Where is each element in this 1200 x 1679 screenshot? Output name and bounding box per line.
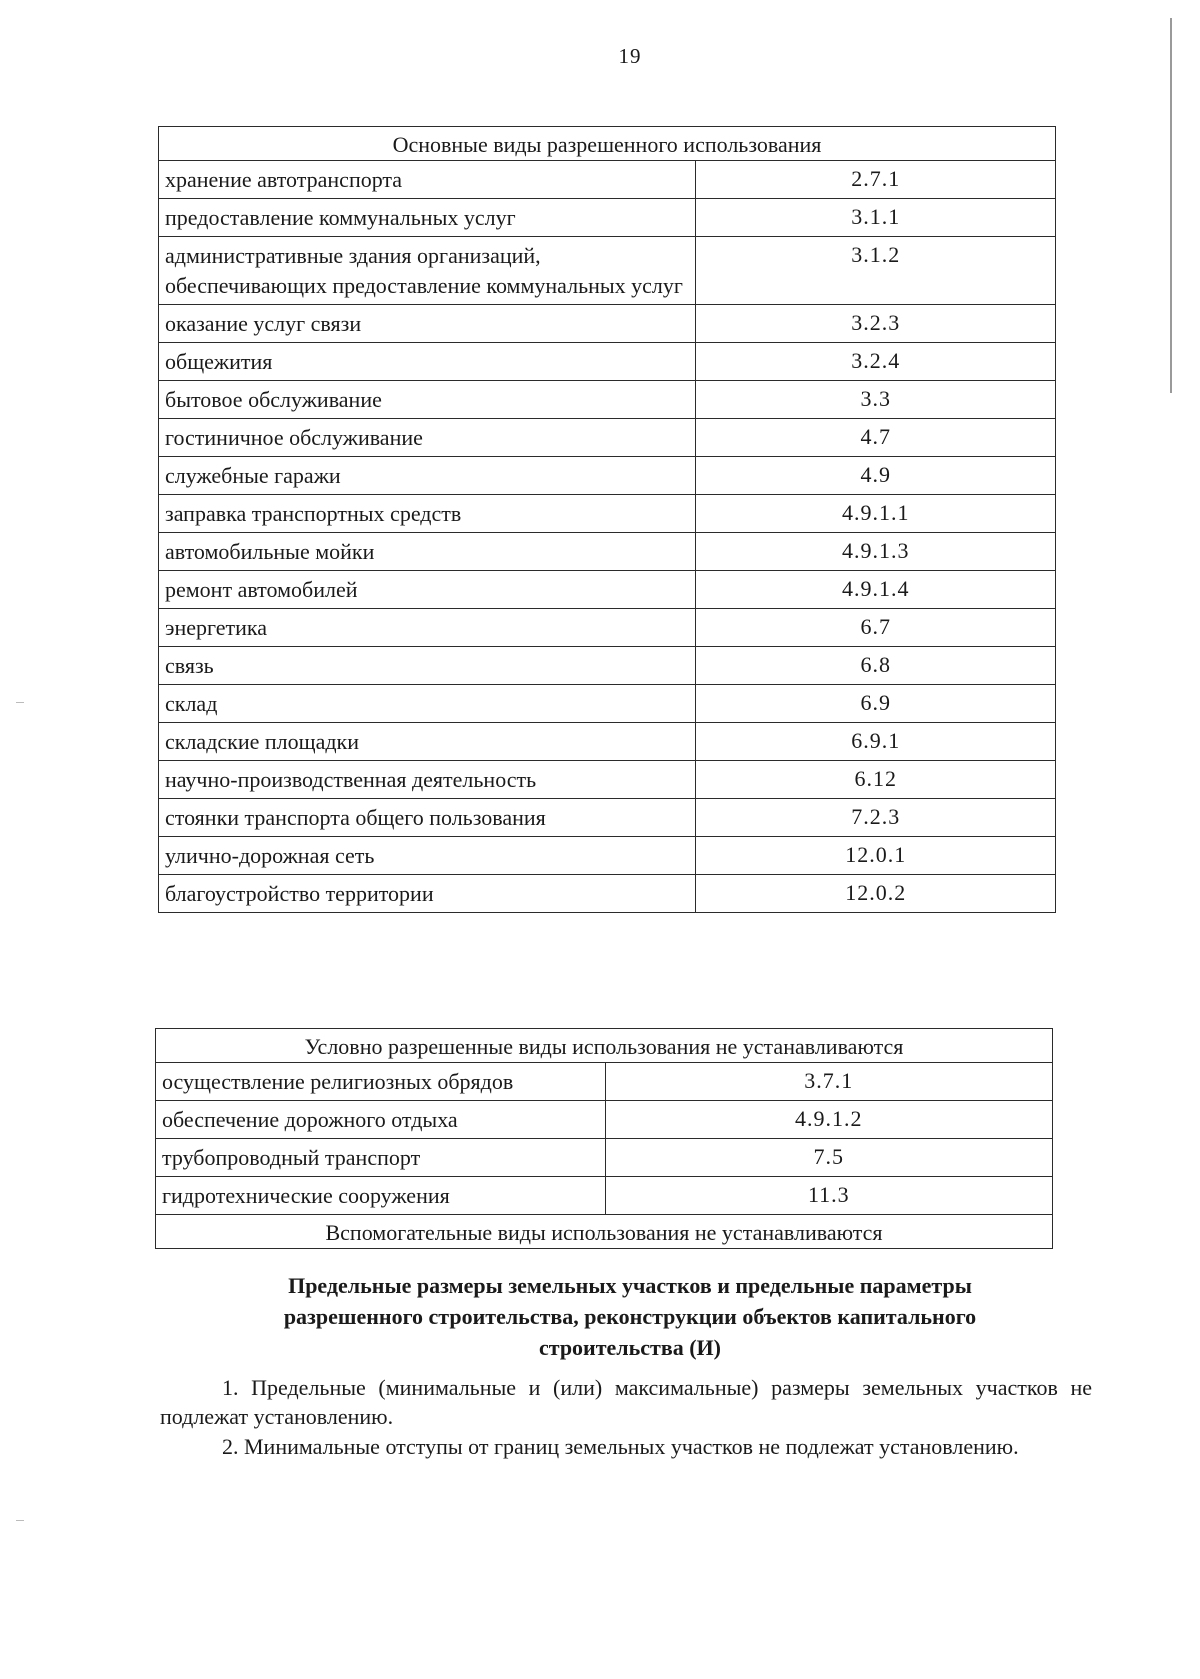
table-row <box>159 305 1056 343</box>
use-name-cell: склад <box>159 685 696 723</box>
use-name-cell: оказание услуг связи <box>159 305 696 343</box>
table-header-row <box>156 1029 1053 1063</box>
use-name-cell: общежития <box>159 343 696 381</box>
table-footer-row <box>156 1215 1053 1249</box>
section-title-line: разрешенного строительства, реконструкции объектов капитального <box>283 1304 977 1329</box>
use-name-cell: гидротехнические сооружения <box>156 1177 606 1215</box>
use-code-cell: 7.2.3 <box>696 799 1056 837</box>
use-name-cell: энергетика <box>159 609 696 647</box>
table-row <box>159 419 1056 457</box>
use-name-cell: административные здания организаций, обеспечивающих предоставление коммунальных услуг <box>159 237 696 305</box>
table-row <box>159 237 1056 305</box>
use-name-cell: улично-дорожная сеть <box>159 837 696 875</box>
table-row <box>159 495 1056 533</box>
table-row <box>159 875 1056 913</box>
use-code-cell: 3.1.1 <box>696 199 1056 237</box>
use-name-cell: трубопроводный транспорт <box>156 1139 606 1177</box>
section-title <box>190 1270 1070 1363</box>
use-code-cell: 11.3 <box>605 1177 1052 1215</box>
use-name-cell: складские площадки <box>159 723 696 761</box>
use-name-cell: хранение автотранспорта <box>159 161 696 199</box>
use-code-cell: 4.9.1.2 <box>605 1101 1052 1139</box>
use-code-cell: 2.7.1 <box>696 161 1056 199</box>
use-name-cell: стоянки транспорта общего пользования <box>159 799 696 837</box>
use-code-cell: 3.2.3 <box>696 305 1056 343</box>
use-name-cell: благоустройство территории <box>159 875 696 913</box>
table-header: Основные виды разрешенного использования <box>159 127 1056 161</box>
use-name-cell: гостиничное обслуживание <box>159 419 696 457</box>
use-name-cell: автомобильные мойки <box>159 533 696 571</box>
use-name-cell: заправка транспортных средств <box>159 495 696 533</box>
use-code-cell: 3.1.2 <box>696 237 1056 305</box>
table-row <box>159 761 1056 799</box>
paragraph <box>160 1432 1092 1461</box>
paragraph-text: 1. Предельные (минимальные и (или) максимальные) размеры земельных участков не подлежат установлению. <box>160 1375 1092 1429</box>
use-code-cell: 3.2.4 <box>696 343 1056 381</box>
use-code-cell: 6.8 <box>696 647 1056 685</box>
use-code-cell: 12.0.2 <box>696 875 1056 913</box>
scan-edge-line <box>1170 18 1172 393</box>
paragraph-text: 2. Минимальные отступы от границ земельных участков не подлежат установлению. <box>222 1434 1019 1459</box>
table-row <box>156 1139 1053 1177</box>
permitted-uses-table <box>158 126 1056 913</box>
table-row <box>159 533 1056 571</box>
table-row <box>156 1101 1053 1139</box>
use-code-cell: 3.3 <box>696 381 1056 419</box>
table-row <box>159 609 1056 647</box>
use-name-cell: обеспечение дорожного отдыха <box>156 1101 606 1139</box>
table-row <box>159 457 1056 495</box>
table-row <box>159 381 1056 419</box>
use-code-cell: 7.5 <box>605 1139 1052 1177</box>
page-number: 19 <box>618 44 642 68</box>
table-row <box>159 571 1056 609</box>
table-row <box>159 343 1056 381</box>
section-title-line: строительства (И) <box>538 1335 721 1360</box>
use-name-cell: предоставление коммунальных услуг <box>159 199 696 237</box>
scan-mark <box>16 702 24 703</box>
use-code-cell: 4.9.1.1 <box>696 495 1056 533</box>
use-name-cell: ремонт автомобилей <box>159 571 696 609</box>
use-code-cell: 4.9.1.4 <box>696 571 1056 609</box>
use-code-cell: 4.7 <box>696 419 1056 457</box>
table-row <box>159 799 1056 837</box>
table-footer: Вспомогательные виды использования не устанавливаются <box>156 1215 1053 1249</box>
conditional-uses-table <box>155 1028 1053 1249</box>
use-name-cell: бытовое обслуживание <box>159 381 696 419</box>
use-name-cell: осуществление религиозных обрядов <box>156 1063 606 1101</box>
use-code-cell: 6.9 <box>696 685 1056 723</box>
use-code-cell: 4.9 <box>696 457 1056 495</box>
use-code-cell: 6.7 <box>696 609 1056 647</box>
use-name-cell: связь <box>159 647 696 685</box>
use-code-cell: 6.9.1 <box>696 723 1056 761</box>
table-row <box>159 685 1056 723</box>
table-row <box>159 723 1056 761</box>
section-title-line: Предельные размеры земельных участков и предельные параметры <box>288 1273 972 1298</box>
table-row <box>156 1063 1053 1101</box>
use-name-cell: научно-производственная деятельность <box>159 761 696 799</box>
use-code-cell: 3.7.1 <box>605 1063 1052 1101</box>
scan-mark <box>16 1520 24 1521</box>
table-header: Условно разрешенные виды использования не устанавливаются <box>156 1029 1053 1063</box>
table-row <box>159 647 1056 685</box>
use-code-cell: 4.9.1.3 <box>696 533 1056 571</box>
table-row <box>156 1177 1053 1215</box>
table-header-row <box>159 127 1056 161</box>
use-code-cell: 6.12 <box>696 761 1056 799</box>
table-row <box>159 837 1056 875</box>
use-code-cell: 12.0.1 <box>696 837 1056 875</box>
table-row <box>159 199 1056 237</box>
paragraph <box>160 1373 1092 1431</box>
use-name-cell: служебные гаражи <box>159 457 696 495</box>
table-row <box>159 161 1056 199</box>
